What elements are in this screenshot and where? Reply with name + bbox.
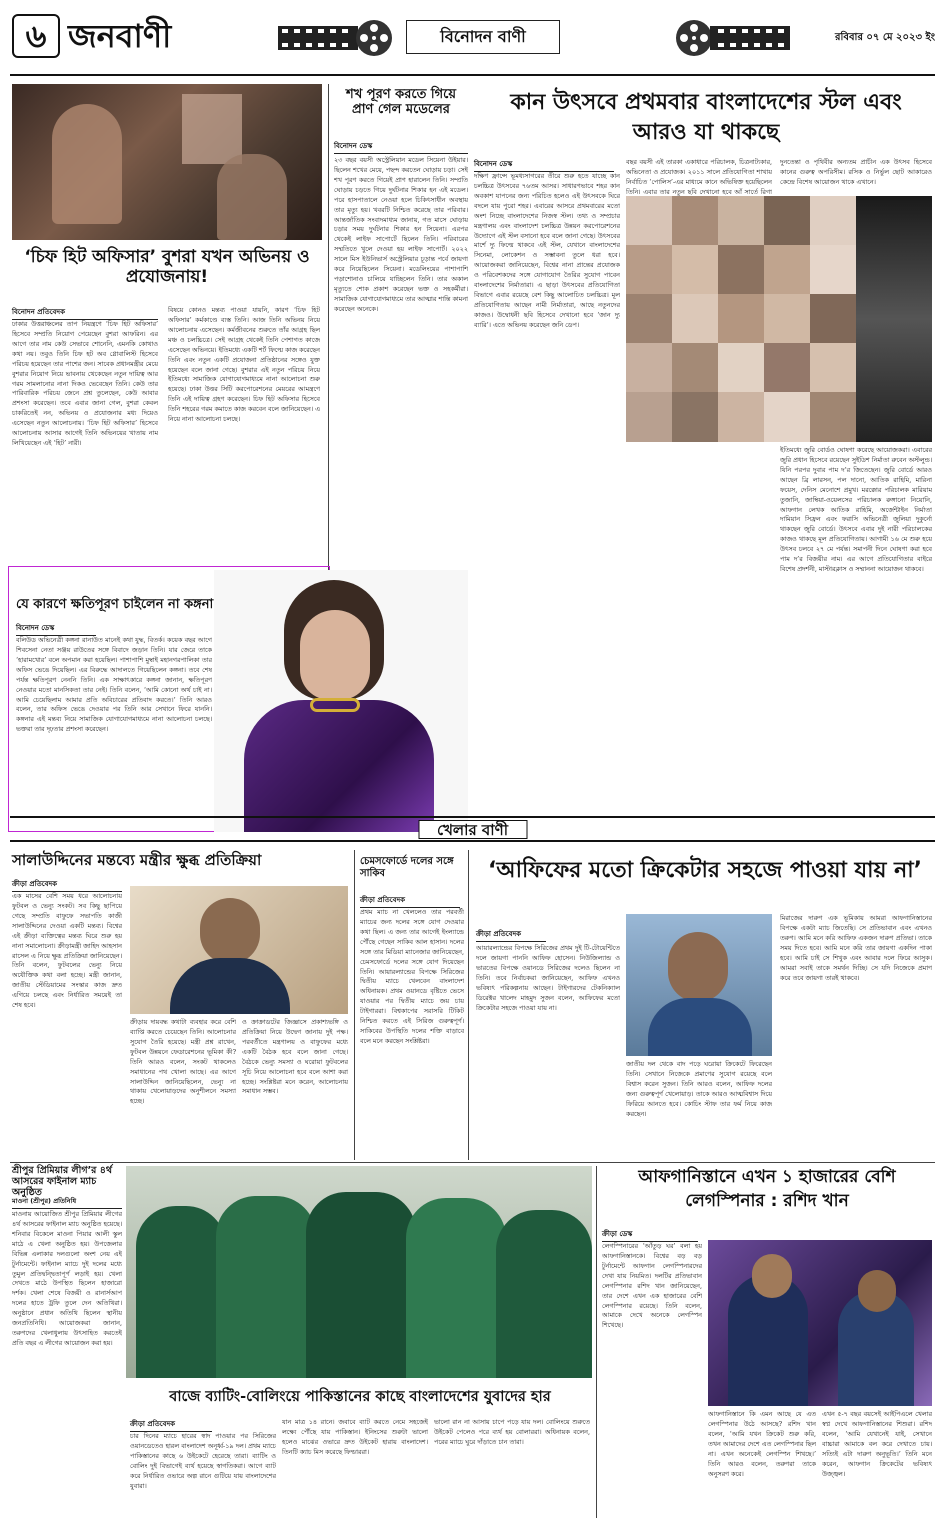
divider: [354, 850, 355, 1160]
header-rule: [10, 74, 935, 76]
divider: [596, 1166, 597, 1518]
film-reel-right-icon: [674, 18, 790, 58]
issue-date: রবিবার ০৭ মে ২০২৩ ইং: [835, 32, 935, 43]
cannes-column-3: দুনতেন্তা ও পৃথিবীর অন্যতম প্রাচীন এক উৎসব হিসেবে কানের গুরুত্ব অপরিসীম। রসিক ও নির্ভুল ছোট আকারেও কেন্দ্রে বিশেষ আয়োজন থাকে এখানে।: [780, 158, 932, 186]
cannes-column-1: দক্ষিণ ফ্রান্সে ভূমধ্যসাগরের তীরে শুরু হতে যাচ্ছে কান চলচ্চিত্র উৎসবের ৭৬তম আসর। সাধারণভাবে শহর কান অবকাশ যাপনের জন্য পরিচিত হলেও এই উৎসবকে ঘিরে বদলে যায় পুরো শহর। এবারের আসরে প্রথমবারের মতো অংশ নিচ্ছে বাংলাদেশের নিজস্ব স্টল। তথ্য ও সম্প্রচার মন্ত্রণালয় এবং বাংলাদেশ চলচ্চিত্র উন্নয়ন করপোরেশনের উদ্যোগে এই স্টল বসানো হবে বলে জানা গেছে। উৎসবের মার্শে দ্যু ফিল্মে থাকবে এই স্টল, যেখানে বাংলাদেশের সিনেমা, লোকেশন ও সম্ভাবনা তুলে ধরা হবে। আয়োজকরা জানিয়েছেন, বিশ্বের নানা প্রান্তের প্রযোজক ও পরিবেশকদের সঙ্গে যোগাযোগ তৈরির সুযোগ পাবেন বাংলাদেশের নির্মাতারা। এ ছাড়া উৎসবের প্রতিযোগিতা বিভাগে এবার রয়েছে বেশ কিছু আলোচিত চলচ্চিত্র। মূল প্রতিযোগিতায় আছেন নামী নির্মাতারা, আছে নতুনদের কাজও। উদ্বোধনী ছবি হিসেবে দেখানো হবে ‘জান দ্যু ব্যারি’। এতে অভিনয় করেছেন জনি ডেপ।: [474, 172, 620, 329]
sripur-body: মাওনায় আয়োজিত শ্রীপুর প্রিমিয়ার লীগের ৪র্থ আসরের ফাইনাল ম্যাচ অনুষ্ঠিত হয়েছে। শনিবার বিকেলে মাওনা পিয়ার আলী স্কুল মাঠে এ খেলা অনুষ্ঠিত হয়। উপজেলার বিভিন্ন এলাকার দলগুলো অংশ নেয় এই টুর্নামেন্টে। ফাইনাল ম্যাচে দুই দলের মধ্যে তুমুল প্রতিদ্বন্দ্বিতাপূর্ণ লড়াই হয়। খেলা দেখতে মাঠে উপস্থিত ছিলেন হাজারো দর্শক। খেলা শেষে বিজয়ী ও রানার্সআপ দলের হাতে ট্রফি তুলে দেন অতিথিরা। অনুষ্ঠানে প্রধান অতিথি ছিলেন স্থানীয় জনপ্রতিনিধি। আয়োজকরা জানান, তরুণদের খেলাধুলায় উৎসাহিত করতেই প্রতি বছর এ লীগের আয়োজন করা হয়।: [12, 1210, 122, 1347]
busra-column-1: ঢাকার উত্তরাঞ্চলের তাপ নিয়ন্ত্রণে ‘চিফ হিট অফিসার’ হিসেবে সম্প্রতি নিয়োগ পেয়েছেন বুশরা আফরিন। এর আগে তার নাম কেউ সেভাবে শোনেনি, এমনকি কোথাও কথা নয়। তবুও তিনি চিফ হট অব গ্লোবালিস্ট হিসেবে পরিচয় হয়েছেন তার পাশের জন। সাবেক প্রধানমন্ত্রীর মেয়ে বুশরার নিয়োগ নিয়ে ভাবনায় থেকেছেন নতুন দায়িত্ব আর গরম সামলানোর নানা দিকও ভেবেছেন তিনি। কেউ তার পারিবারিক পরিচয় জেনে প্রশ্ন তুলেছেন, কেউ আবার প্রশংসা করেছেন। তবে এবার জানা গেল, বুশরা কেবল চাকরিতেই নন, অভিনয় ও প্রযোজনার মধ্য দিয়েও এসেছেন নতুন আলোচনায়। ‘চিফ হিট অফিসার’ হিসেবে আলোচনায় আসার আগেই তিনি অভিনয়ের খাতায় নাম লিখিয়েছেন এই ‘হিট’ নারী।: [12, 320, 158, 448]
coach-photo: [626, 914, 772, 1056]
paper-logo: জনবাণী: [68, 17, 172, 55]
sripur-headline: শ্রীপুর প্রিমিয়ার লীগ’র ৪র্থ আসরের ফাইনাল ম্যাচ অনুষ্ঠিত: [12, 1165, 113, 1198]
busra-headline: ‘চিফ হিট অফিসার’ বুশরা যখন অভিনয় ও প্রযোজনায়!: [24, 247, 310, 287]
sports-section-bar: [10, 816, 935, 842]
sakib-body: প্রথম ম্যাচ না খেললেও তার পরবর্তী ম্যাচের জন্য দলের সঙ্গে যোগ দেওয়ার কথা ছিল। এ জন্য তার আগেই ইংল্যান্ডে পৌঁছে গেছেন সাকিব আল হাসান। দলের সঙ্গে তার মিডিয়া ম্যানেজার জানিয়েছেন, চেমসফোর্ডে দলের সঙ্গে যোগ দিয়েছেন তিনি। আয়ারল্যান্ডের বিপক্ষে সিরিজের দ্বিতীয় ম্যাচে খেলবেন বাংলাদেশ অধিনায়ক। প্রথম ওয়ানডে বৃষ্টিতে ভেসে যাওয়ার পর দ্বিতীয় ম্যাচে জয় চায় টাইগাররা। বিশ্বকাপের সরাসরি টিকিট নিশ্চিত করতে এই সিরিজ গুরুত্বপূর্ণ। সাকিবের উপস্থিতি দলের শক্তি বাড়াবে বলে মনে করছেন সংশ্লিষ্টরা।: [360, 908, 464, 1045]
cannes-headline: কান উৎসবে প্রথমবার বাংলাদেশের স্টল এবং আরও যা থাকছে: [510, 90, 902, 145]
afif-byline: ক্রীড়া প্রতিবেদক: [476, 928, 546, 942]
page-number: ৬: [12, 14, 60, 58]
salauddin-column-2: ক্রীড়ায় দায়বদ্ধ কথাটা ব্যবহার করে বেশি ব্যাপ্তি করতে চেয়েছেন তিনি। আলোচনার সুযোগ তৈরি হয়েছে। মন্ত্রী প্রশ্ন রাখেন, ফুটবল উন্নয়নে ফেডারেশনের ভূমিকা কী? তিনি আরও বলেন, সংকট থাকলেও সমাধানের পথ খোলা আছে। এর আগে সালাউদ্দিন জানিয়েছিলেন, ভেন্যু না থাকায় খেলোয়াড়দের অনুশীলনে সমস্যা হচ্ছে।: [130, 1018, 236, 1106]
youth-column-1: চার দিনের ম্যাচে হারের স্বাদ পাওয়ার পর সিরিজের ওয়ানডেতেও হারল বাংলাদেশ অনূর্ধ্ব-১৯ দল। প্রথম ম্যাচে পাকিস্তানের কাছে ৬ উইকেটে হেরেছে তারা। ব্যাটিং ও বোলিং দুই বিভাগেই ব্যর্থ হয়েছে স্বাগতিকরা। আগে ব্যাট করে নির্ধারিত ওভারে অল্প রানে গুটিয়ে যায় বাংলাদেশের যুবারা।: [130, 1432, 276, 1490]
team-huddle-photo: [126, 1166, 592, 1378]
sports-section-title: খেলার বাণী: [418, 820, 527, 839]
cannes-column-4: ইতিমধ্যে জুরি বোর্ডও ঘোষণা করেছে আয়োজকরা। এবারের জুরি প্রধান হিসেবে রয়েছেন সুইডিশ নির্মাতা রুবেন অস্টলুন্ড। যিনি পরপর দুবার পাম দ’র জিতেছেন। জুরি বোর্ডে আরও আছেন ব্রি লারসন, পল দানো, আতিক রাহিমি, মারিনা ফয়েস, দেনিস মেনোশে প্রমুখ। মরক্কোর পরিচালক মারিয়াম তুজানি, জাম্বিয়া-ওয়েলসের পরিচালক রুঙ্গানো নিয়োনি, আফগান লেখক আতিক রাহিমি, অর্জেন্টাইন নির্মাতা দামিয়ান সিফ্রন এবং ফরাসি অভিনেত্রী জুলিয়া দুকুর্নো থাকছেন জুরি বোর্ডে। উৎসবে এবার দুই নারী পরিচালকের কাজও থাকছে মূল প্রতিযোগিতায়। আগামী ১৬ মে শুরু হয়ে উৎসব চলবে ২৭ মে পর্যন্ত। সমাপনী দিনে ঘোষণা করা হবে পাম দ’র বিজয়ীর নাম। এর আগে প্রতিযোগিতার বাইরে বিশেষ প্রদর্শনী, মাস্টারক্লাস ও সম্মাননা আয়োজন থাকবে।: [780, 446, 932, 574]
salauddin-column-3: ও ক্রাক্রাডটের জিজ্ঞাসে প্রকাশ্যভঙ্গি ও প্রতিক্রিয়া নিয়ে উদ্বেগ জানায় দুই পক্ষ। পরবর্তীতে মন্ত্রণালয় ও বাফুফের মধ্যে একটি বৈঠক হবে বলে জানা গেছে। বৈঠকে ভেন্যু সমস্যা ও ঘরোয়া ফুটবলের সূচি নিয়ে আলোচনা হবে বলে আশা করা হচ্ছে। সংশ্লিষ্টরা মনে করেন, আলোচনায় সমাধান সম্ভব।: [242, 1018, 348, 1096]
rashid-byline: ক্রীড়া ডেস্ক: [602, 1228, 698, 1242]
salauddin-headline: সালাউদ্দিনের মন্তব্যে মন্ত্রীর ক্ষুব্ধ প্রতিক্রিয়া: [12, 851, 262, 869]
sakib-byline: ক্রীড়া প্রতিবেদক: [360, 894, 460, 908]
section-name: বিনোদন বাণী: [406, 20, 560, 54]
divider: [10, 1162, 935, 1163]
cannes-column-2: বছর বয়সী এই তারকা একাধারে পরিচালক, চিত্রনাট্যকার, অভিনেতা ও প্রযোজক। ২০১১ সালে প্রতিযোগিতা শাখায় নির্বাচিত ‘পোলিস’-এর মাধ্যমে কানে অভিষিক্ত হয়েছিলেন তিনি। এবার তার নতুন ছবি দেখানো হবে আঁ সার্তে রিগা: [626, 158, 772, 196]
kangana-photo: [214, 570, 468, 832]
kangana-body: বলিউড অভিনেত্রী কঙ্গনা রানাউত মানেই কথা যুদ্ধ, বিতর্ক। কয়েক বছর আগে শিবসেনা নেতা সঞ্জয় রাউতের সঙ্গে বিবাদে জড়ান তিনি। যার জেরে তাকে ‘হারামখোর’ বলে অপমান করা হয়েছিল। পাশাপাশি মুম্বাই মহানগরপালিকা তার অফিস ভেঙে দিয়েছিল। এর বিরুদ্ধে আদালতে গিয়েছিলেন কঙ্গনা। তবে শেষ পর্যন্ত ক্ষতিপূরণ নেননি তিনি। এক সাক্ষাৎকারে কঙ্গনা জানান, ক্ষতিপূরণ নেওয়ার মতো মানসিকতা তার নেই। তিনি বলেন, ‘আমি কোনো অর্থ চাই না। আমি চেয়েছিলাম আমার প্রতি অবিচারের প্রতিবাদ করতে।’ তিনি আরও বলেন, তার অফিস ভেঙে দেওয়ার পর তিনি আর সেখানে ফিরে যাননি। কঙ্গনার এই মন্তব্য নিয়ে সামাজিক যোগাযোগমাধ্যমে নানা আলোচনা চলছে। ভক্তরা তার দৃঢ়তার প্রশংসা করেছেন।: [16, 636, 212, 734]
rashid-column-3: এখন ৫-৭ বছর বয়সেই আইপিএলে খেলার স্বপ্ন দেখে আফগানিস্তানের শিশুরা। রশিদ বলেন, ‘আমি যেখানেই যাই, সেখানে বাচ্চারা আমাকে বল করে দেখাতে চায়। সত্যিই এটা দারুণ অনুভূতি।’ তিনি মনে করেন, আফগান ক্রিকেটের ভবিষ্যৎ উজ্জ্বল।: [822, 1410, 932, 1478]
busra-column-2: বিষয়ে কোনও মন্তব্য পাওয়া যায়নি, কারণ ‘চিফ হিট অফিসার’ কর্মকাণ্ডে ব্যস্ত তিনি। আজ তিনি অভিনয় নিয়ে আলোচনায় এসেছেন। কর্মজীবনের শুরুতে তাঁর আগ্রহ ছিল মঞ্চ ও চলচ্চিত্রে। সেই আগ্রহ থেকেই তিনি পেশাগত কাজে এসেছেন অভিনয়ে। ইতিমধ্যে একটি শর্ট ফিল্মে কাজ করেছেন তিনি এবং নতুন একটি প্রযোজনা প্রতিষ্ঠানের সঙ্গেও যুক্ত হয়েছেন বলে জানা গেছে। বুশরার এই নতুন পরিচয় নিয়ে ইতিমধ্যে সামাজিক যোগাযোগমাধ্যমে নানা আলোচনা শুরু হয়েছে। ঢাকা উত্তর সিটি করপোরেশনের মেয়রের আমন্ত্রণে তিনি এই দায়িত্ব গ্রহণ করেছেন। চিফ হিট অফিসার হিসেবে তিনি শহরের গরম কমাতে কাজ করবেন বলে জানিয়েছেন। এ নিয়ে নানা আলোচনা চলছে।: [168, 306, 320, 424]
kangana-byline: বিনোদন ডেস্ক: [16, 622, 96, 636]
kangana-headline: যে কারণে ক্ষতিপূরণ চাইলেন না কঙ্গনা: [16, 597, 214, 612]
cannes-byline: বিনোদন ডেস্ক: [474, 158, 614, 172]
rashid-column-1: লেগস্পিনারের ‘আঁতুড় ঘর’ বলা হয় আফগানিস্তানকে। বিশ্বের বড় বড় টুর্নামেন্টে আফগান লেগস্পিনারদের দেখা যায় নিয়মিত। দলটির প্রতিভাবান লেগস্পিনার রশিদ খান জানিয়েছেন, তার দেশে এখন এক হাজারের বেশি লেগস্পিনার রয়েছে। তিনি বলেন, আমাকে দেখে অনেকে লেগস্পিন শিখেছে।: [602, 1242, 702, 1330]
afif-column-1: আয়ারল্যান্ডের বিপক্ষে সিরিজের প্রথম দুই টি-টোয়েন্টিতে দলে জায়গা পাননি আফিফ হোসেন। নিউজিল্যান্ড ও ভারতের বিপক্ষে ওয়ানডে সিরিজের দলেও ছিলেন না তিনি। তবে নির্বাচকরা জানিয়েছেন, আফিফ এখনও ভবিষ্যৎ পরিকল্পনায় আছেন। টাইগারদের টেকনিক্যাল ডিরেক্টর খালেদ মাহমুদ সুজন বলেন, আফিফের মতো ক্রিকেটার সহজে পাওয়া যায় না।: [476, 944, 620, 1012]
busra-photo: [12, 84, 322, 240]
cannes-jury-photo-grid: [626, 196, 932, 442]
rashid-photo: [708, 1240, 932, 1406]
youth-column-2: যান মাত্র ১৪ রানে। জবাবে ব্যাট করতে নেমে সহজেই লক্ষ্যে পৌঁছে যায় পাকিস্তান। ইনিংসের শুরুটা ভালো হলেও মাঝের ওভারে দ্রুত উইকেট হারায় বাংলাদেশ। তিনটি ক্যাচ মিস করেছে ফিল্ডাররা।: [282, 1418, 428, 1456]
model-byline: বিনোদন ডেস্ক: [334, 140, 468, 154]
model-body: ২৩ বছর বয়সী অস্ট্রেলিয়ান মডেল সিয়েনা উইয়ার। ছিলেন শখের মেয়ে, পছন্দ করতেন ঘোড়ায় চড়া। সেই শখ পূরণ করতে গিয়েই প্রাণ হারালেন তিনি। সম্প্রতি ঘোড়ায় চড়তে গিয়ে দুর্ঘটনার শিকার হন এই মডেল। পরে হাসপাতালে নেওয়া হলে চিকিৎসাধীন অবস্থায় তার মৃত্যু হয়। খবরটি নিশ্চিত করেছে তার পরিবার। আন্তর্জাতিক সংবাদমাধ্যম জানায়, গত মাসে ঘোড়ায় চড়ার সময় দুর্ঘটনার শিকার হন সিয়েনা। এরপর থেকেই লাইফ সাপোর্টে ছিলেন তিনি। পরিবারের সম্মতিতে খুলে দেওয়া হয় লাইফ সাপোর্ট। ২০২২ সালে মিস ইউনিভার্স অস্ট্রেলিয়ার চূড়ান্ত পর্বে জায়গা করে নিয়েছিলেন সিয়েনা। মডেলিংয়ের পাশাপাশি পড়াশোনাও চালিয়ে যাচ্ছিলেন তিনি। তার অকাল মৃত্যুতে শোক প্রকাশ করেছেন ভক্ত ও সহকর্মীরা। সামাজিক যোগাযোগমাধ্যমে তার আত্মার শান্তি কামনা করেছেন অনেকে।: [334, 156, 468, 313]
youth-byline: ক্রীড়া প্রতিবেদক: [130, 1418, 212, 1432]
afif-column-2: জাতীয় দল থেকে বাদ পড়ে ঘরোয়া ক্রিকেটে ফিরেছেন তিনি। সেখানে নিজেকে প্রমাণের সুযোগ রয়েছে বলে বিশ্বাস করেন সুজন। তিনি আরও বলেন, আফিফ দলের জন্য গুরুত্বপূর্ণ খেলোয়াড়। তাকে আরও আত্মবিশ্বাস দিয়ে ফিরিয়ে আনতে হবে। কোচিং স্টাফ তার ফর্ম নিয়ে কাজ করছেন।: [626, 1060, 772, 1118]
divider: [468, 850, 469, 1160]
youth-column-3: ভালো রান না আসায় চাপে পড়ে যায় দল। বোলিংয়ে শুরুতে উইকেট পেলেও পরে ব্যর্থ হয় বোলাররা। অধিনায়ক বলেন, পরের ম্যাচে ঘুরে দাঁড়াতে চান তারা।: [434, 1418, 590, 1446]
afif-headline: ‘আফিফের মতো ক্রিকেটার সহজে পাওয়া যায় না’: [487, 858, 923, 883]
rashid-headline: আফগানিস্তানে এখন ১ হাজারের বেশি লেগস্পিনার : রশিদ খান: [638, 1167, 896, 1211]
salauddin-column-1: এক মাসের বেশি সময় ধরে আলোচনায় ফুটবল ও ভেন্যু সংকট। সব কিছু ছাপিয়ে গেছে সম্প্রতি বাফুফে সভাপতি কাজী সালাউদ্দিনের দেওয়া একটি মন্তব্য। বিশ্বের এই ক্রীড়া ব্যক্তিত্বের মন্তব্য ঘিরে শুরু হয় নানা সমালোচনা। ক্রীড়ামন্ত্রী জাহিদ আহসান রাসেল এ নিয়ে ক্ষুব্ধ প্রতিক্রিয়া জানিয়েছেন। তিনি বলেন, ফুটবলের ভেন্যু নিয়ে অযৌক্তিক কথা বলা হচ্ছে। মন্ত্রী জানান, জাতীয় স্টেডিয়ামের সংস্কার কাজ দ্রুত এগিয়ে চলছে এবং নির্ধারিত সময়েই তা শেষ হবে।: [12, 892, 122, 1010]
rashid-column-2: আফগানিস্তানে কি এমন আছে যে এত লেগস্পিনার উঠে আসছে? রশিদ খান বলেন, ‘আমি যখন ক্রিকেট শুরু করি, তখন আমাদের দেশে এত লেগস্পিনার ছিল না। এখন অনেকেই লেগস্পিন শিখছে।’ তিনি আরও বলেন, তরুণরা তাকে অনুসরণ করে।: [708, 1410, 816, 1478]
busra-byline: বিনোদন প্রতিবেদক: [12, 306, 158, 320]
youth-headline: বাজে ব্যাটিং-বোলিংয়ে পাকিস্তানের কাছে বাংলাদেশের যুবাদের হার: [169, 1389, 551, 1405]
afif-column-3: মিরাজের দারুণ এক ভূমিকায় আমরা আফগানিস্তানের বিপক্ষে একটা ম্যাচ জিতেছি। সে প্রতিভাবান এবং এখনও তরুণ। আমি মনে করি আফিফ একজন দারুণ প্রতিভা। তাকে সময় দিতে হবে। আমি মনে করি তার জায়গা একদিন পাকা হবে। আমি চাই সে শিখুক এবং আবার দলে ফিরে আসুক। আমরা সবাই তাকে সমর্থন দিচ্ছি। সে যদি নিজেকে প্রমাণ করে তবে জায়গা তারই থাকবে।: [780, 914, 932, 982]
sripur-byline: মাওনা (শ্রীপুর) প্রতিনিধি: [12, 1196, 122, 1209]
film-reel-left-icon: [278, 18, 394, 58]
salauddin-byline: ক্রীড়া প্রতিবেদক: [12, 878, 122, 892]
model-headline: শখ পূরণ করতে গিয়ে প্রাণ গেল মডেলের: [346, 87, 456, 117]
sakib-headline: চেমসফোর্ডে দলের সঙ্গে সাকিব: [360, 856, 454, 879]
minister-photo: [130, 886, 348, 1014]
